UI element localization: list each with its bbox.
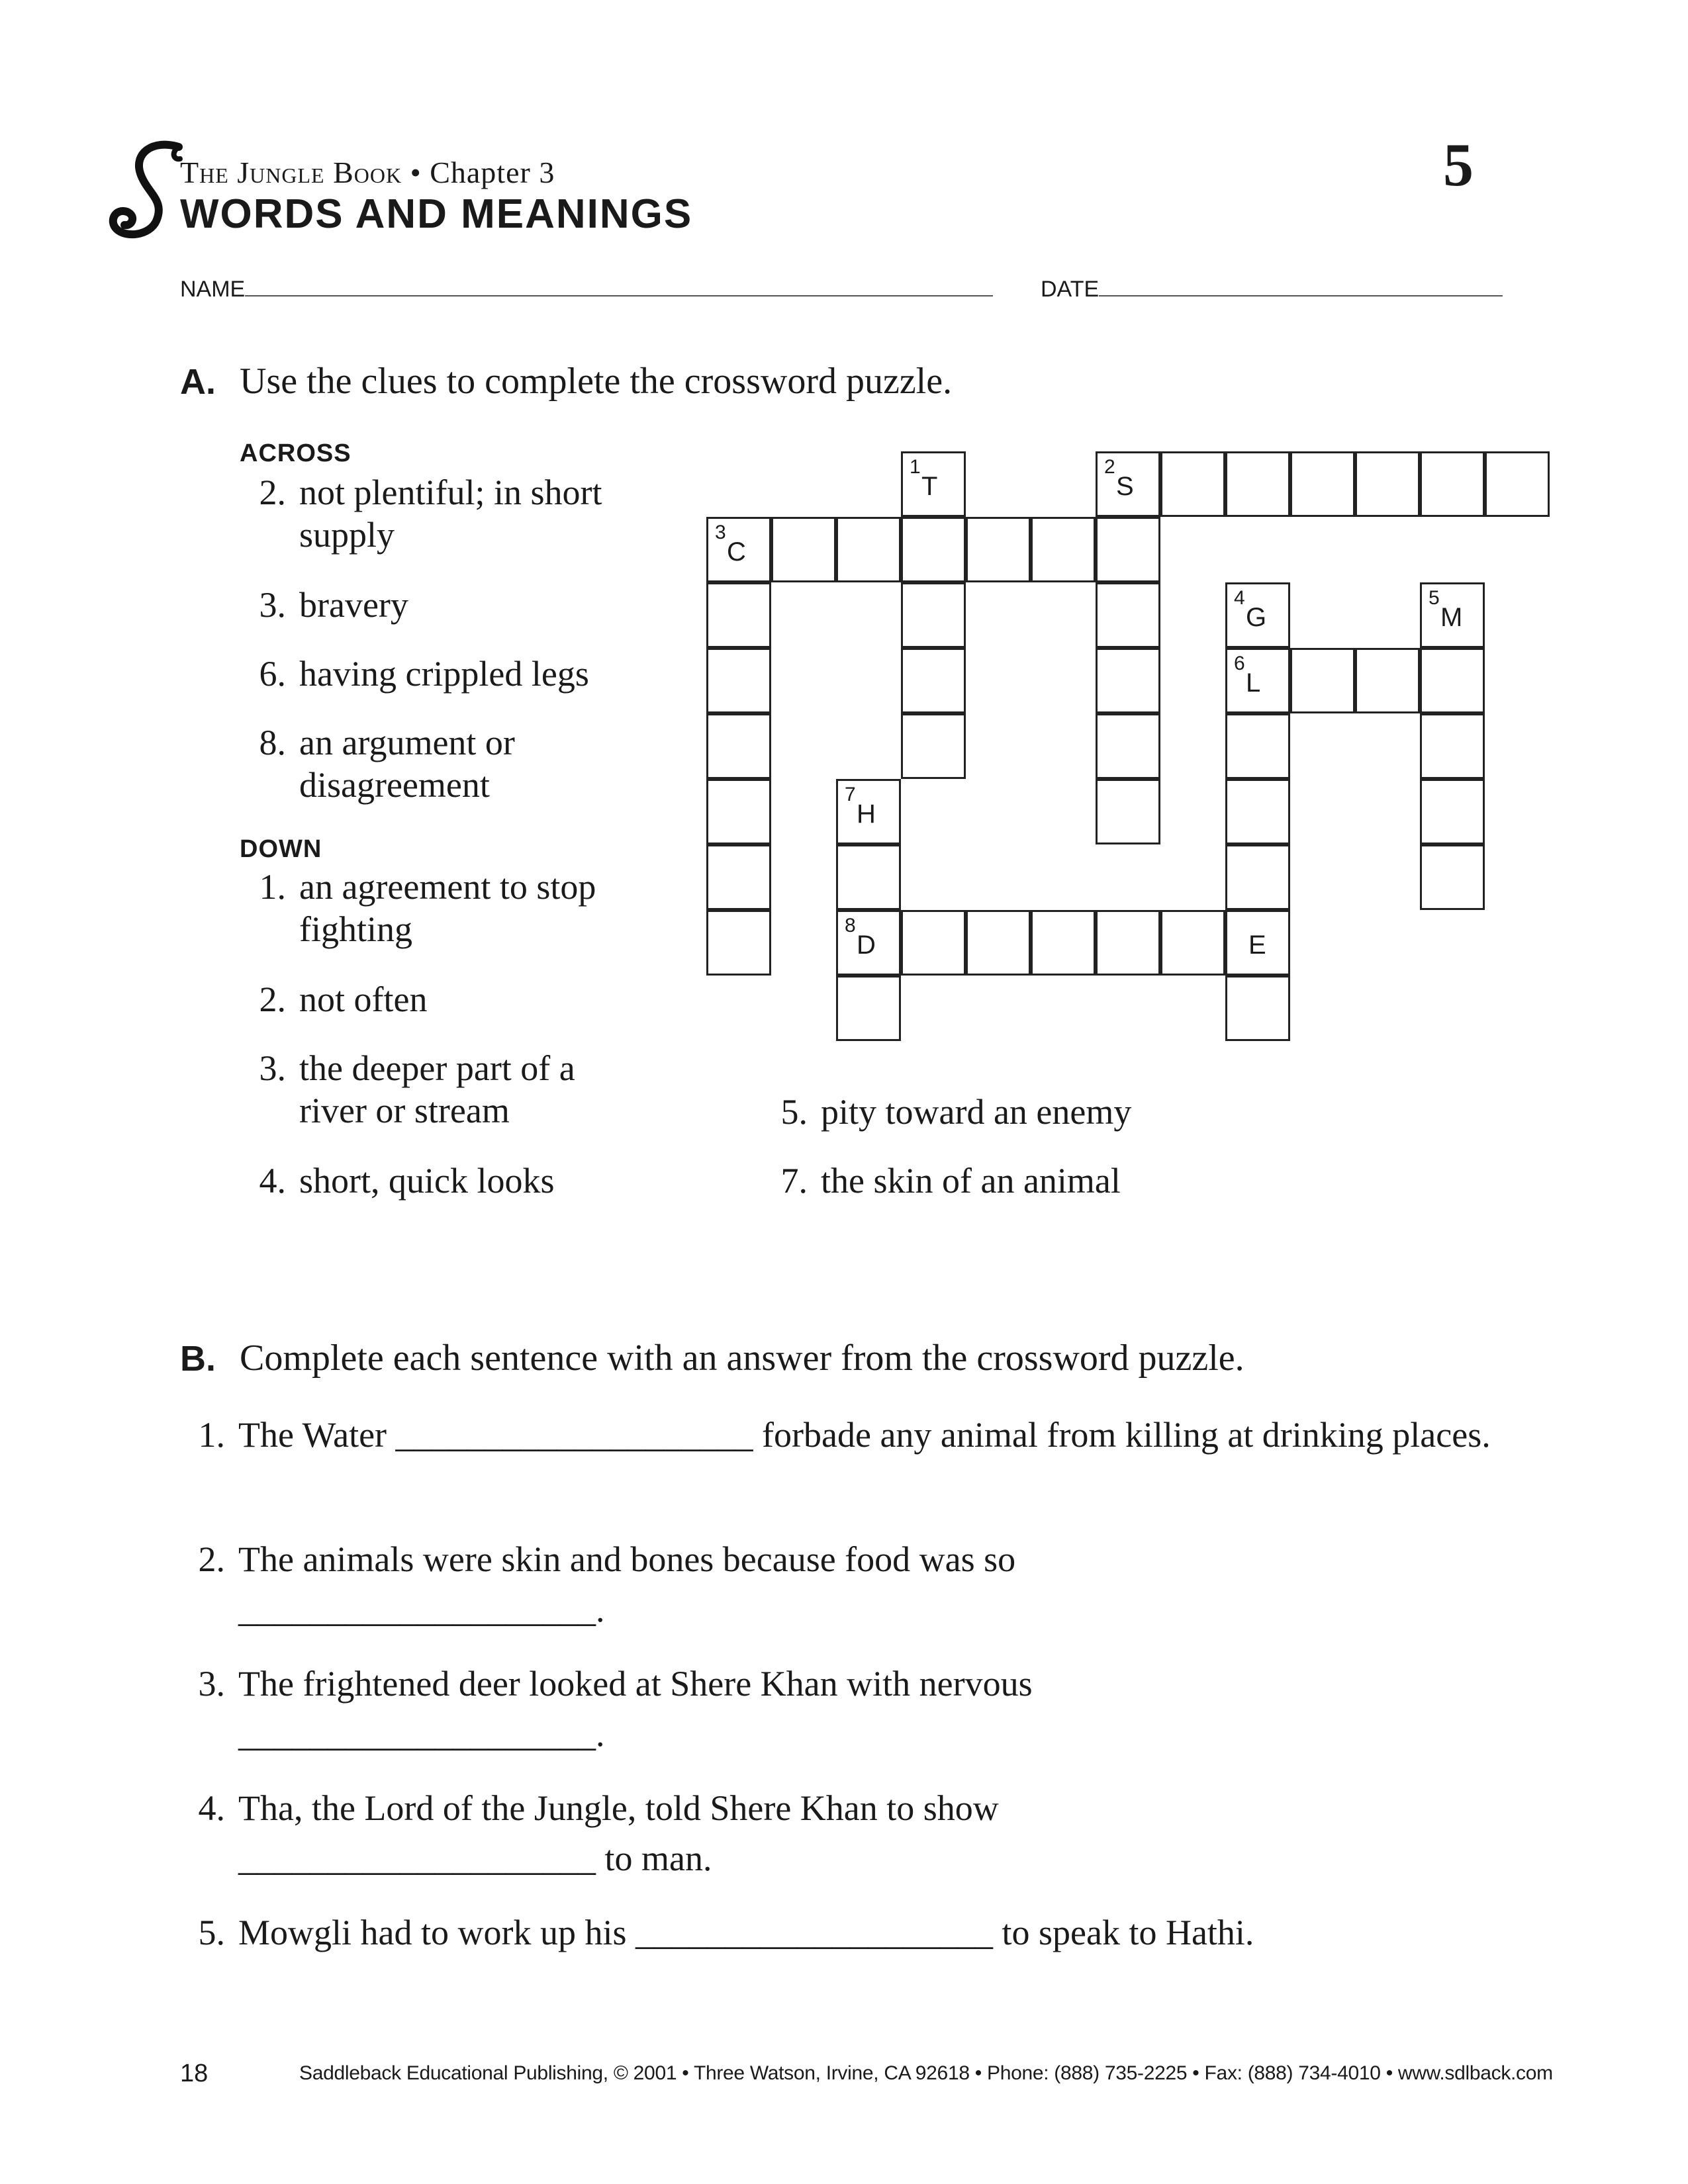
across-clue-2 <box>240 471 650 556</box>
sentence-5 <box>198 1907 1496 1958</box>
sentence-number: 2. <box>198 1539 225 1579</box>
crossword-cell[interactable] <box>1420 582 1485 648</box>
crossword-cell[interactable] <box>836 910 901 976</box>
sentence-number: 5. <box>198 1913 225 1952</box>
crossword-cell[interactable] <box>901 910 966 976</box>
crossword-cell[interactable] <box>901 451 966 517</box>
sentence-4 <box>198 1783 1496 1884</box>
crossword-cell[interactable] <box>1420 779 1485 844</box>
crossword-cell[interactable] <box>771 517 836 582</box>
crossword-cell[interactable] <box>706 648 771 713</box>
chapter-label: Chapter 3 <box>430 156 555 189</box>
crossword-cell[interactable] <box>706 779 771 844</box>
sentence-text: The Water <box>238 1415 387 1455</box>
book-title: The Jungle Book <box>180 156 402 189</box>
down-clue-5 <box>761 1091 1172 1133</box>
sentence-2 <box>198 1534 1496 1635</box>
cell-letter: E <box>1248 931 1266 960</box>
crossword-cell[interactable] <box>1355 451 1420 517</box>
crossword-cell[interactable] <box>1096 648 1160 713</box>
unit-number: 5 <box>1443 131 1474 199</box>
name-label: NAME <box>180 277 246 302</box>
page-title: WORDS AND MEANINGS <box>180 191 693 237</box>
clue-number: 8. <box>259 723 286 762</box>
crossword-cell[interactable] <box>1225 779 1290 844</box>
clue-text: short, quick looks <box>299 1161 555 1201</box>
answer-blank[interactable]: ____________________ <box>395 1415 753 1455</box>
answer-blank[interactable]: ____________________ <box>238 1714 596 1754</box>
cell-letter: M <box>1440 603 1463 632</box>
clue-text: not plentiful; in short supply <box>299 473 602 555</box>
crossword-cell[interactable] <box>1420 648 1485 713</box>
sentence-text: . <box>596 1590 605 1629</box>
sentence-text: . <box>596 1714 605 1754</box>
crossword-cell[interactable] <box>1225 976 1290 1041</box>
down-heading: DOWN <box>240 835 322 863</box>
crossword-cell[interactable] <box>1485 451 1550 517</box>
crossword-cell[interactable] <box>1355 648 1420 713</box>
clue-number: 5. <box>780 1092 808 1132</box>
sentence-text: The animals were skin and bones because food was so <box>238 1539 1016 1579</box>
sentence-text: Tha, the Lord of the Jungle, told Shere Khan to show <box>238 1788 999 1828</box>
sentence-3 <box>198 1659 1496 1759</box>
crossword-cell[interactable] <box>1420 451 1485 517</box>
cell-number: 6 <box>1234 653 1245 674</box>
book-chapter-line <box>180 155 555 190</box>
crossword-cell[interactable] <box>1420 713 1485 779</box>
down-clue-7 <box>761 1160 1172 1202</box>
cell-letter: L <box>1246 668 1261 698</box>
section-b-instruction: Complete each sentence with an answer from the crossword puzzle. <box>240 1338 1244 1379</box>
crossword-cell[interactable] <box>966 910 1031 976</box>
sentence-number: 4. <box>198 1788 225 1828</box>
crossword-cell[interactable] <box>901 648 966 713</box>
crossword-cell[interactable] <box>706 844 771 910</box>
clue-text: not often <box>299 979 428 1019</box>
down-clue-1 <box>240 866 650 950</box>
date-label: DATE <box>1041 277 1100 302</box>
crossword-cell[interactable] <box>1290 648 1355 713</box>
across-clue-6 <box>240 653 650 695</box>
section-b-letter: B. <box>180 1339 216 1379</box>
sentence-text: forbade any animal from killing at drinking places. <box>762 1415 1491 1455</box>
crossword-cell[interactable] <box>706 910 771 976</box>
separator: • <box>410 156 422 189</box>
crossword-cell[interactable] <box>1225 582 1290 648</box>
clue-text: the skin of an animal <box>821 1161 1121 1201</box>
crossword-cell[interactable] <box>1096 582 1160 648</box>
clue-text: an argument or disagreement <box>299 723 515 805</box>
crossword-cell[interactable] <box>1290 451 1355 517</box>
sentence-number: 1. <box>198 1415 225 1455</box>
down-clue-2 <box>240 978 650 1021</box>
crossword-cell[interactable] <box>1420 844 1485 910</box>
sentence-1 <box>198 1410 1496 1460</box>
section-a-instruction: Use the clues to complete the crossword puzzle. <box>240 361 953 402</box>
clue-number: 1. <box>259 867 286 907</box>
crossword-cell[interactable] <box>836 976 901 1041</box>
answer-blank[interactable]: ____________________ <box>635 1913 993 1952</box>
crossword-cell[interactable] <box>1031 910 1096 976</box>
cell-number: 5 <box>1429 587 1440 609</box>
crossword-cell[interactable] <box>1031 517 1096 582</box>
crossword-cell[interactable] <box>706 713 771 779</box>
clue-number: 2. <box>259 473 286 512</box>
answer-blank[interactable]: ____________________ <box>238 1839 596 1878</box>
crossword-cell[interactable] <box>1096 779 1160 844</box>
clue-number: 2. <box>259 979 286 1019</box>
crossword-cell[interactable] <box>706 517 771 582</box>
cell-number: 3 <box>715 522 726 543</box>
clue-number: 3. <box>259 585 286 625</box>
cell-number: 2 <box>1104 456 1115 478</box>
date-field[interactable] <box>1099 295 1503 296</box>
sentence-number: 3. <box>198 1664 225 1704</box>
page-number: 18 <box>180 2060 209 2087</box>
cell-number: 1 <box>910 456 921 478</box>
crossword-cell[interactable] <box>901 582 966 648</box>
sentence-text: The frightened deer looked at Shere Khan with nervous <box>238 1664 1033 1704</box>
across-clue-8 <box>240 721 650 806</box>
clue-number: 7. <box>780 1161 808 1201</box>
clue-text: pity toward an enemy <box>821 1092 1132 1132</box>
cell-letter: T <box>921 472 938 501</box>
clue-text: having crippled legs <box>299 654 589 694</box>
cell-number: 8 <box>845 915 856 936</box>
crossword-cell[interactable] <box>1225 844 1290 910</box>
cell-letter: S <box>1116 472 1134 501</box>
cell-letter: G <box>1246 603 1267 632</box>
cell-letter: C <box>727 537 746 567</box>
sentence-text: to speak to Hathi. <box>1002 1913 1254 1952</box>
section-a-letter: A. <box>180 362 216 402</box>
clue-text: bravery <box>299 585 408 625</box>
crossword-cell[interactable] <box>836 517 901 582</box>
crossword-cell[interactable] <box>1225 910 1290 976</box>
publisher-logo-icon <box>99 139 192 245</box>
crossword-cell[interactable] <box>1096 451 1160 517</box>
clue-number: 4. <box>259 1161 286 1201</box>
crossword-cell[interactable] <box>706 582 771 648</box>
crossword-cell[interactable] <box>901 713 966 779</box>
cell-letter: D <box>857 931 876 960</box>
crossword-cell[interactable] <box>1096 517 1160 582</box>
crossword-cell[interactable] <box>836 844 901 910</box>
down-clue-4 <box>240 1160 650 1202</box>
clue-number: 6. <box>259 654 286 694</box>
crossword-cell[interactable] <box>1225 648 1290 713</box>
clue-number: 3. <box>259 1048 286 1088</box>
across-clue-3 <box>240 584 650 626</box>
publisher-info: Saddleback Educational Publishing, © 2001 • Three Watson, Irvine, CA 92618 • Phone: (888) 735-2225 • Fax: (888) 734-4010 • www.sdlback.com <box>299 2062 1553 2084</box>
clue-text: an agreement to stop fighting <box>299 867 596 949</box>
crossword-cell[interactable] <box>1096 910 1160 976</box>
down-clue-3 <box>240 1047 650 1132</box>
sentence-text: Mowgli had to work up his <box>238 1913 627 1952</box>
across-heading: ACROSS <box>240 439 352 467</box>
crossword-cell[interactable] <box>966 517 1031 582</box>
answer-blank[interactable]: ____________________ <box>238 1590 596 1629</box>
cell-number: 4 <box>1234 587 1245 609</box>
clue-text: the deeper part of a river or stream <box>299 1048 575 1130</box>
cell-number: 7 <box>845 784 856 805</box>
cell-letter: H <box>857 799 876 829</box>
crossword-cell[interactable] <box>1225 451 1290 517</box>
crossword-cell[interactable] <box>1160 910 1225 976</box>
crossword-cell[interactable] <box>836 779 901 844</box>
crossword-cell[interactable] <box>901 517 966 582</box>
crossword-cell[interactable] <box>1160 451 1225 517</box>
name-field[interactable] <box>245 295 993 296</box>
sentence-text: to man. <box>604 1839 712 1878</box>
crossword-cell[interactable] <box>1096 713 1160 779</box>
crossword-cell[interactable] <box>1225 713 1290 779</box>
